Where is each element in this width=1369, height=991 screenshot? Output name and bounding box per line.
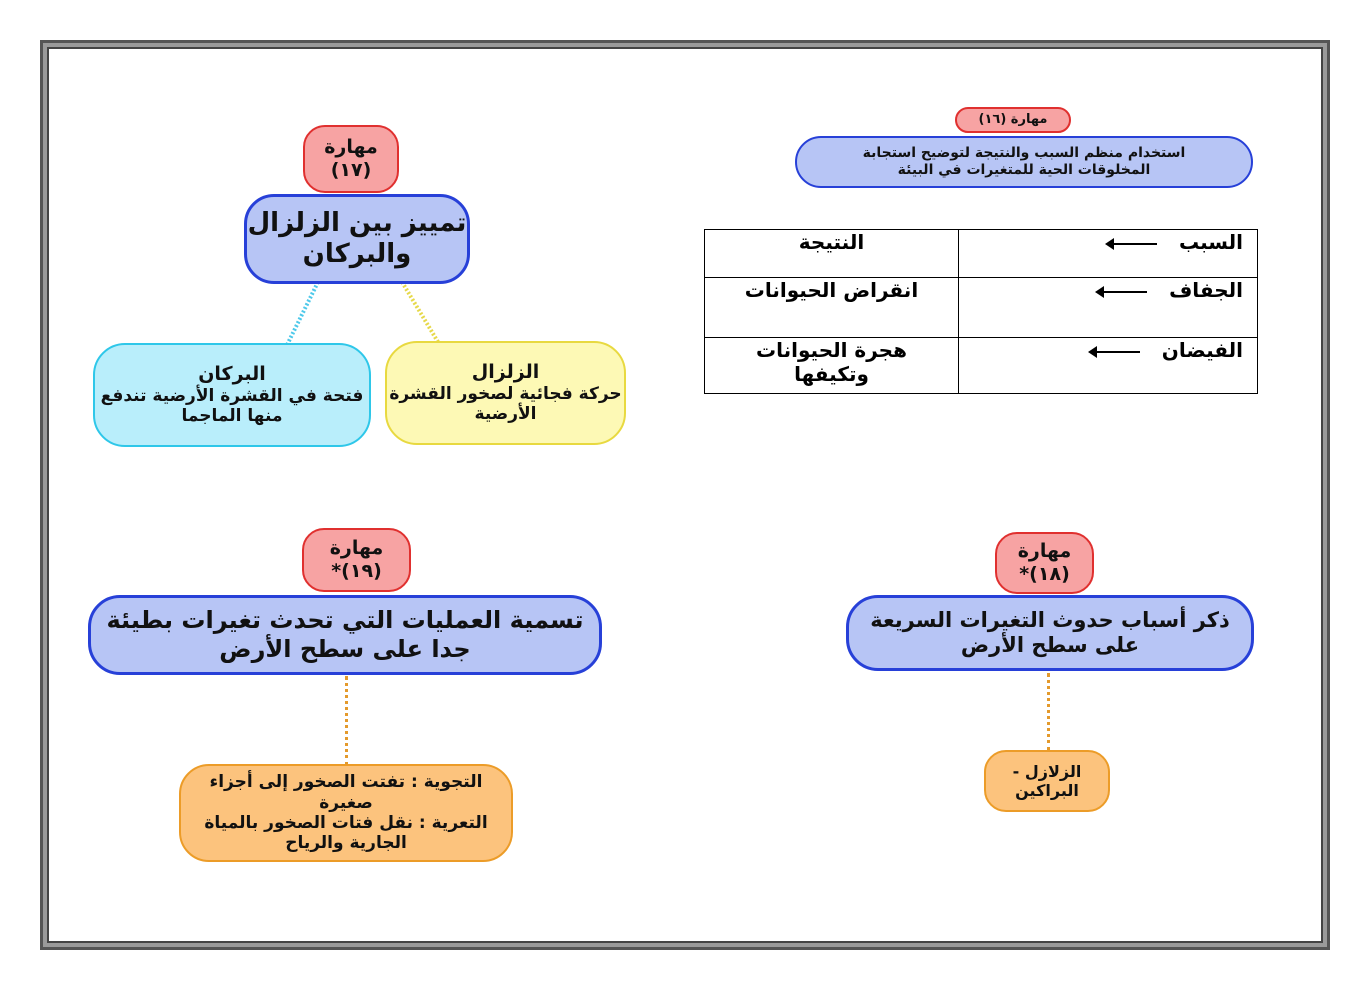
arrow-left-icon	[1090, 351, 1140, 353]
skill19-title-text: تسمية العمليات التي تحدث تغيرات بطيئة جدا على سطح الأرض	[106, 606, 584, 663]
skill18-answer-text: الزلازل - البراكين	[1012, 761, 1082, 800]
table-row	[705, 338, 1258, 394]
skill18-tag	[995, 532, 1094, 594]
skill19-tag-text: مهارة (١٩)*	[329, 537, 384, 582]
table-cell-cause	[959, 278, 1258, 338]
skill19-connector	[345, 676, 348, 766]
skill16-tag-text: مهارة (١٦)	[978, 112, 1048, 128]
row2-effect: هجرة الحيوانات وتكيفها	[705, 338, 959, 394]
earthquake-label: الزلزال	[471, 361, 540, 384]
row1-cause: الجفاف	[1169, 278, 1243, 302]
weathering-text: التجوية : تفتت الصخور إلى أجزاء صغيرة	[209, 772, 483, 813]
skill18-title-text: ذكر أسباب حدوث التغيرات السريعة على سطح الأرض	[870, 607, 1230, 657]
volcano-desc: فتحة في القشرة الأرضية تندفع منها الماجما	[100, 386, 364, 427]
skill17-tag	[303, 125, 399, 193]
skill19-title	[88, 595, 602, 675]
skill16-title-line2: المخلوقات الحية للمتغيرات في البيئة	[897, 162, 1151, 178]
table-cell-cause	[959, 230, 1258, 278]
earthquake-desc: حركة فجائية لصخور القشرة الأرضية	[389, 384, 622, 425]
table-row	[705, 278, 1258, 338]
skill16-tag	[955, 107, 1071, 133]
skill19-answer-box	[179, 764, 513, 862]
skill18-tag-text: مهارة (١٨)*	[1017, 540, 1072, 585]
skill16-title	[795, 136, 1253, 188]
cause-effect-table	[704, 229, 1258, 394]
erosion-text: التعرية : نقل فتات الصخور بالمياة الجارية والرياح	[204, 813, 488, 854]
skill19-tag	[302, 528, 411, 592]
skill16-title-line1: استخدام منظم السبب والنتيجة لتوضيح استجابة	[862, 145, 1186, 162]
row2-cause: الفيضان	[1161, 338, 1243, 362]
row1-effect: انقراض الحيوانات	[705, 278, 959, 338]
table-header-row	[705, 230, 1258, 278]
header-cause-label: السبب	[1178, 230, 1243, 254]
volcano-box	[93, 343, 371, 447]
volcano-label: البركان	[198, 363, 266, 386]
skill18-title	[846, 595, 1254, 671]
skill17-title	[244, 194, 470, 284]
arrow-left-icon	[1097, 291, 1147, 293]
skill18-answer-box	[984, 750, 1110, 812]
table-cell-cause	[959, 338, 1258, 394]
arrow-left-icon	[1107, 243, 1157, 245]
skill18-connector	[1047, 673, 1050, 751]
header-effect-label: النتيجة	[705, 230, 959, 278]
earthquake-box	[385, 341, 626, 445]
skill17-tag-text: مهارة (١٧)	[324, 136, 378, 181]
skill17-title-text: تمييز بين الزلزال والبركان	[247, 207, 467, 269]
